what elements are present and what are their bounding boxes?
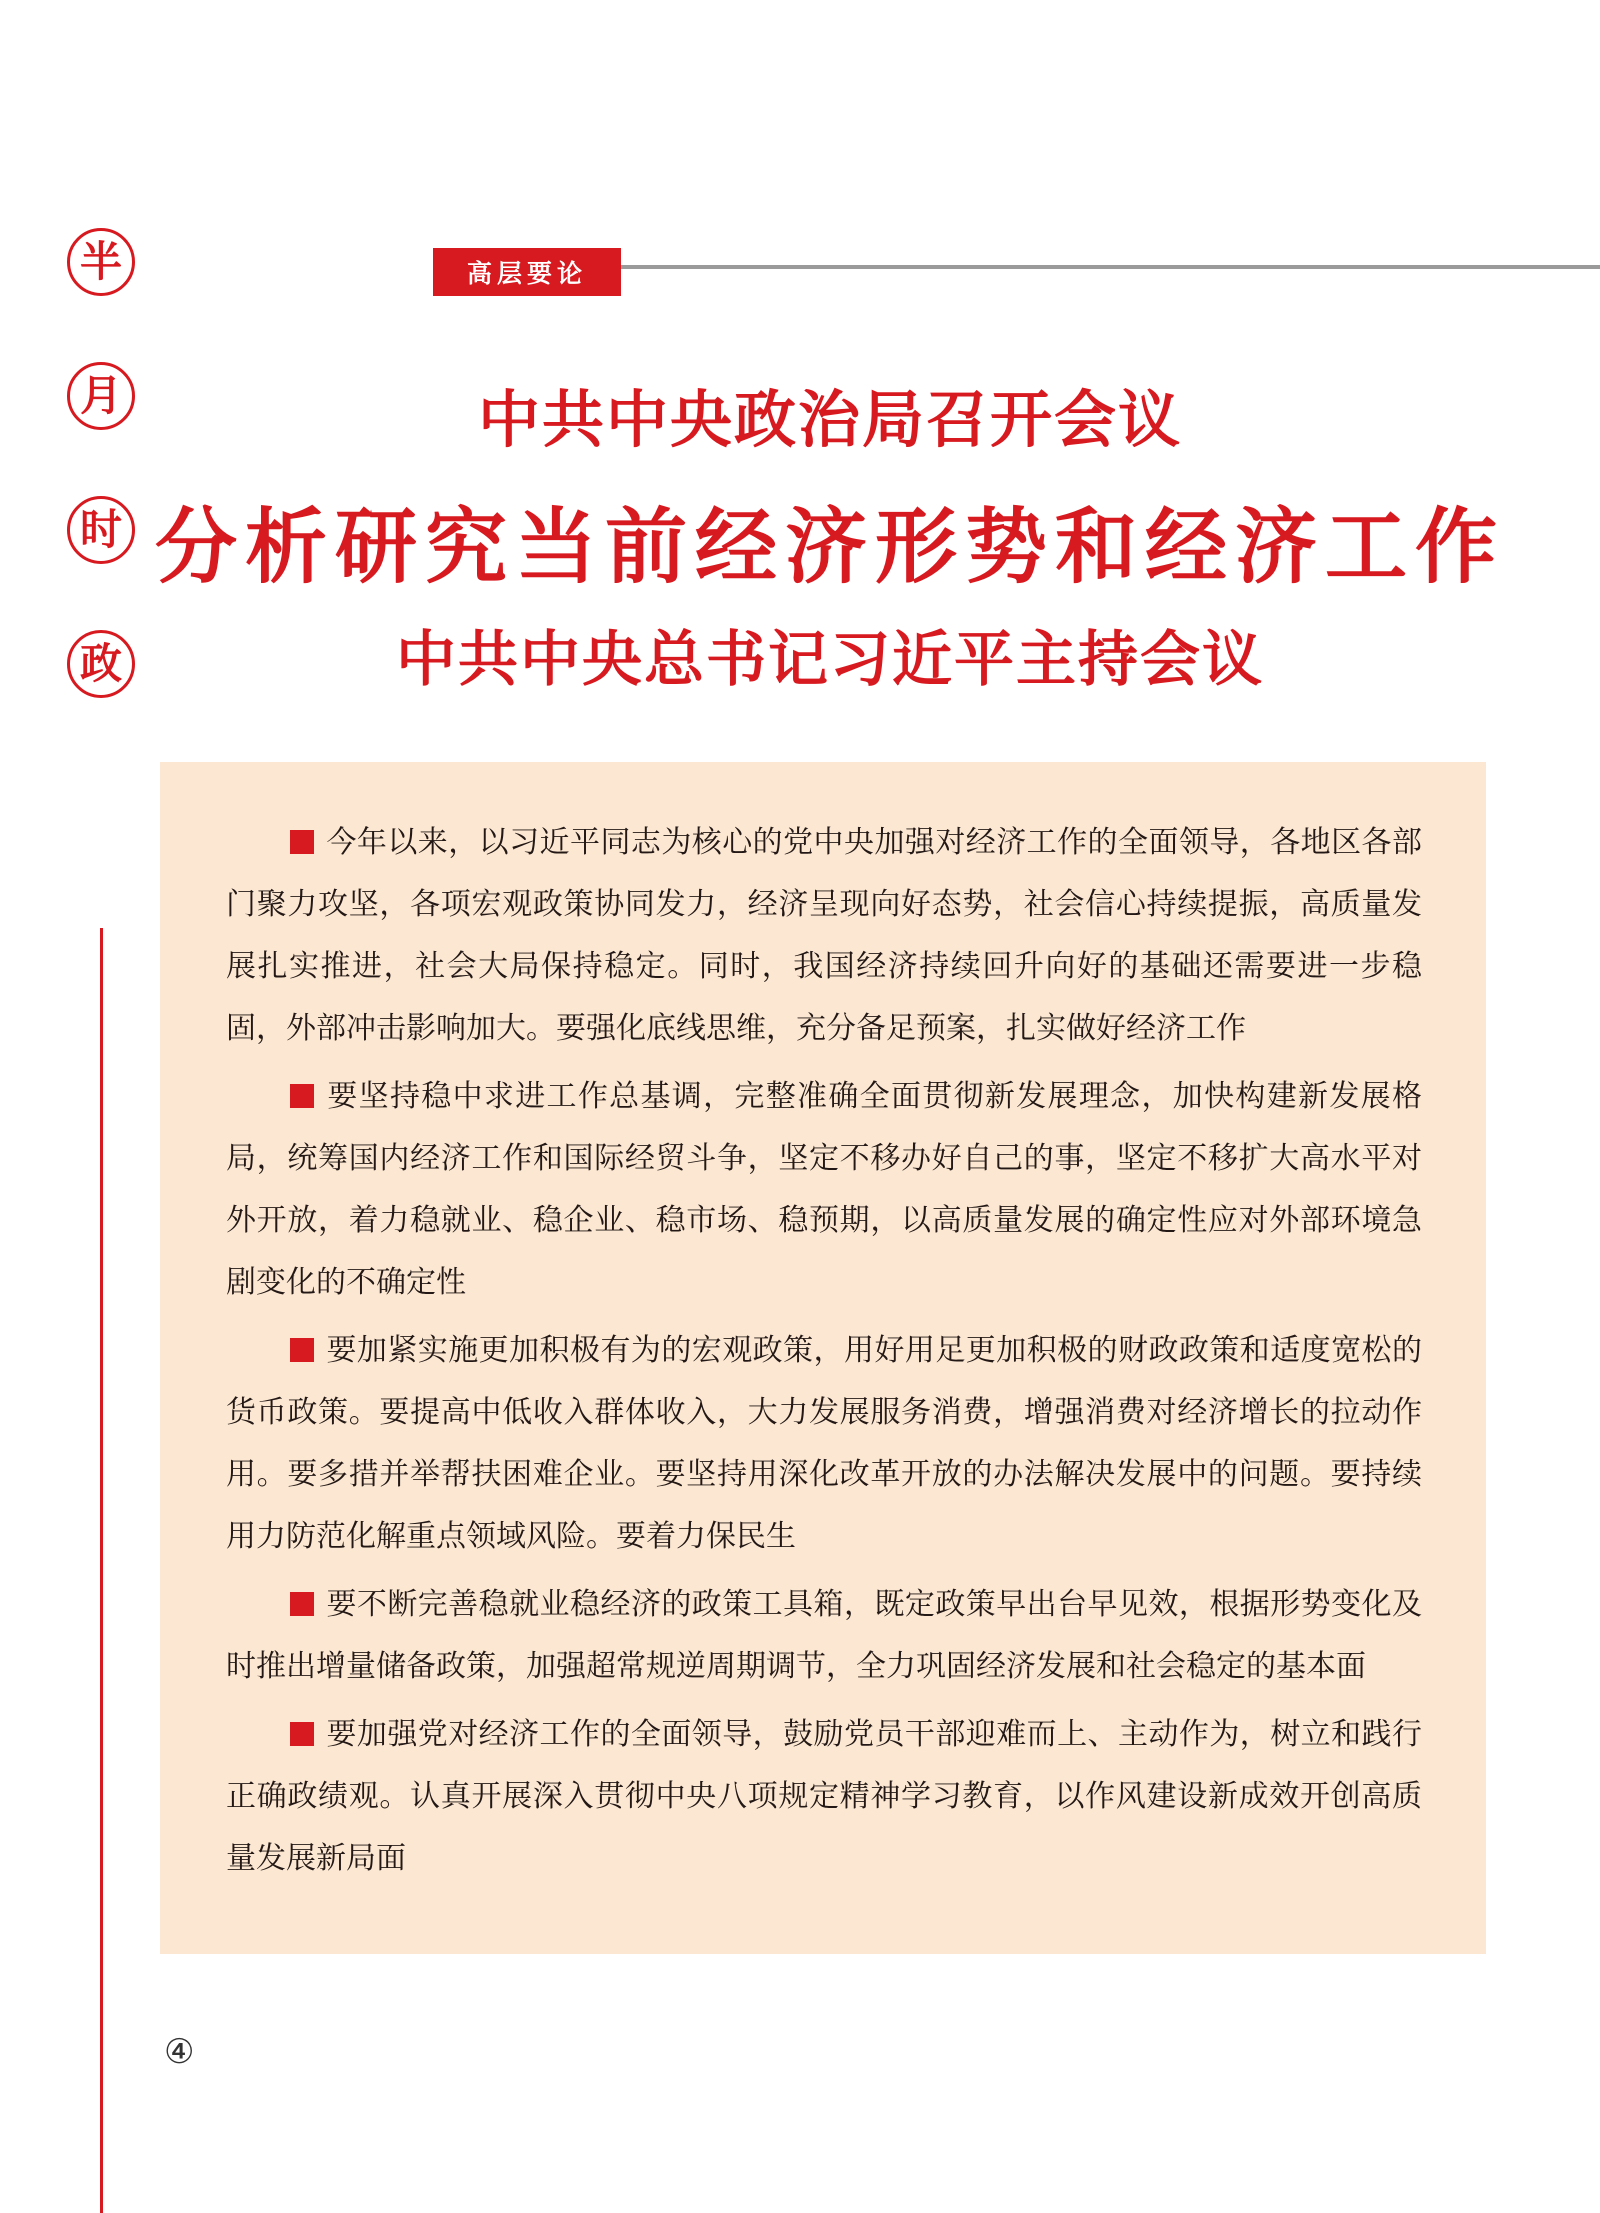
square-bullet-icon [290, 830, 314, 854]
masthead-divider [100, 928, 103, 2213]
summary-box [160, 762, 1486, 1954]
summary-paragraph [226, 812, 1422, 1060]
summary-paragraph [226, 1320, 1422, 1568]
square-bullet-icon [290, 1084, 314, 1108]
headline-main: 分析研究当前经济形势和经济工作 [154, 500, 1505, 595]
summary-paragraph [226, 1066, 1422, 1314]
summary-paragraph [226, 1704, 1422, 1890]
masthead-char: 半 [67, 228, 135, 296]
top-rule [621, 265, 1600, 269]
summary-content [226, 812, 1422, 1896]
square-bullet-icon [290, 1722, 314, 1746]
square-bullet-icon [290, 1592, 314, 1616]
page-number: ④ [164, 2032, 195, 2072]
paragraph-text: 要加紧实施更加积极有为的宏观政策，用好用足更加积极的财政政策和适度宽松的货币政策。要提高中低收入群体收入，大力发展服务消费，增强消费对经济增长的拉动作用。要多措并举帮扶困难企业。要坚持用深化改革开放的办法解决发展中的问题。要持续用力防范化解重点领域风险。要着力保民生 [226, 1333, 1422, 1554]
paragraph-text: 要加强党对经济工作的全面领导，鼓励党员干部迎难而上、主动作为，树立和践行正确政绩观。认真开展深入贯彻中央八项规定精神学习教育，以作风建设新成效开创高质量发展新局面 [226, 1717, 1422, 1876]
masthead-char: 政 [67, 630, 135, 698]
square-bullet-icon [290, 1338, 314, 1362]
headline-subtitle: 中共中央总书记习近平主持会议 [396, 625, 1264, 695]
section-tag: 高层要论 [433, 248, 621, 296]
masthead-char: 月 [67, 362, 135, 430]
paragraph-text: 今年以来，以习近平同志为核心的党中央加强对经济工作的全面领导，各地区各部门聚力攻坚，各项宏观政策协同发力，经济呈现向好态势，社会信心持续提振，高质量发展扎实推进，社会大局保持稳定。同时，我国经济持续回升向好的基础还需要进一步稳固，外部冲击影响加大。要强化底线思维，充分备足预案，扎实做好经济工作 [226, 825, 1422, 1046]
paragraph-text: 要坚持稳中求进工作总基调，完整准确全面贯彻新发展理念，加快构建新发展格局，统筹国内经济工作和国际经贸斗争，坚定不移办好自己的事，坚定不移扩大高水平对外开放，着力稳就业、稳企业、稳市场、稳预期，以高质量发展的确定性应对外部环境急剧变化的不确定性 [226, 1079, 1422, 1300]
masthead-char: 时 [67, 496, 135, 564]
headline-primary: 中共中央政治局召开会议 [477, 383, 1182, 456]
summary-paragraph [226, 1574, 1422, 1698]
paragraph-text: 要不断完善稳就业稳经济的政策工具箱，既定政策早出台早见效，根据形势变化及时推出增量储备政策，加强超常规逆周期调节，全力巩固经济发展和社会稳定的基本面 [226, 1587, 1422, 1684]
